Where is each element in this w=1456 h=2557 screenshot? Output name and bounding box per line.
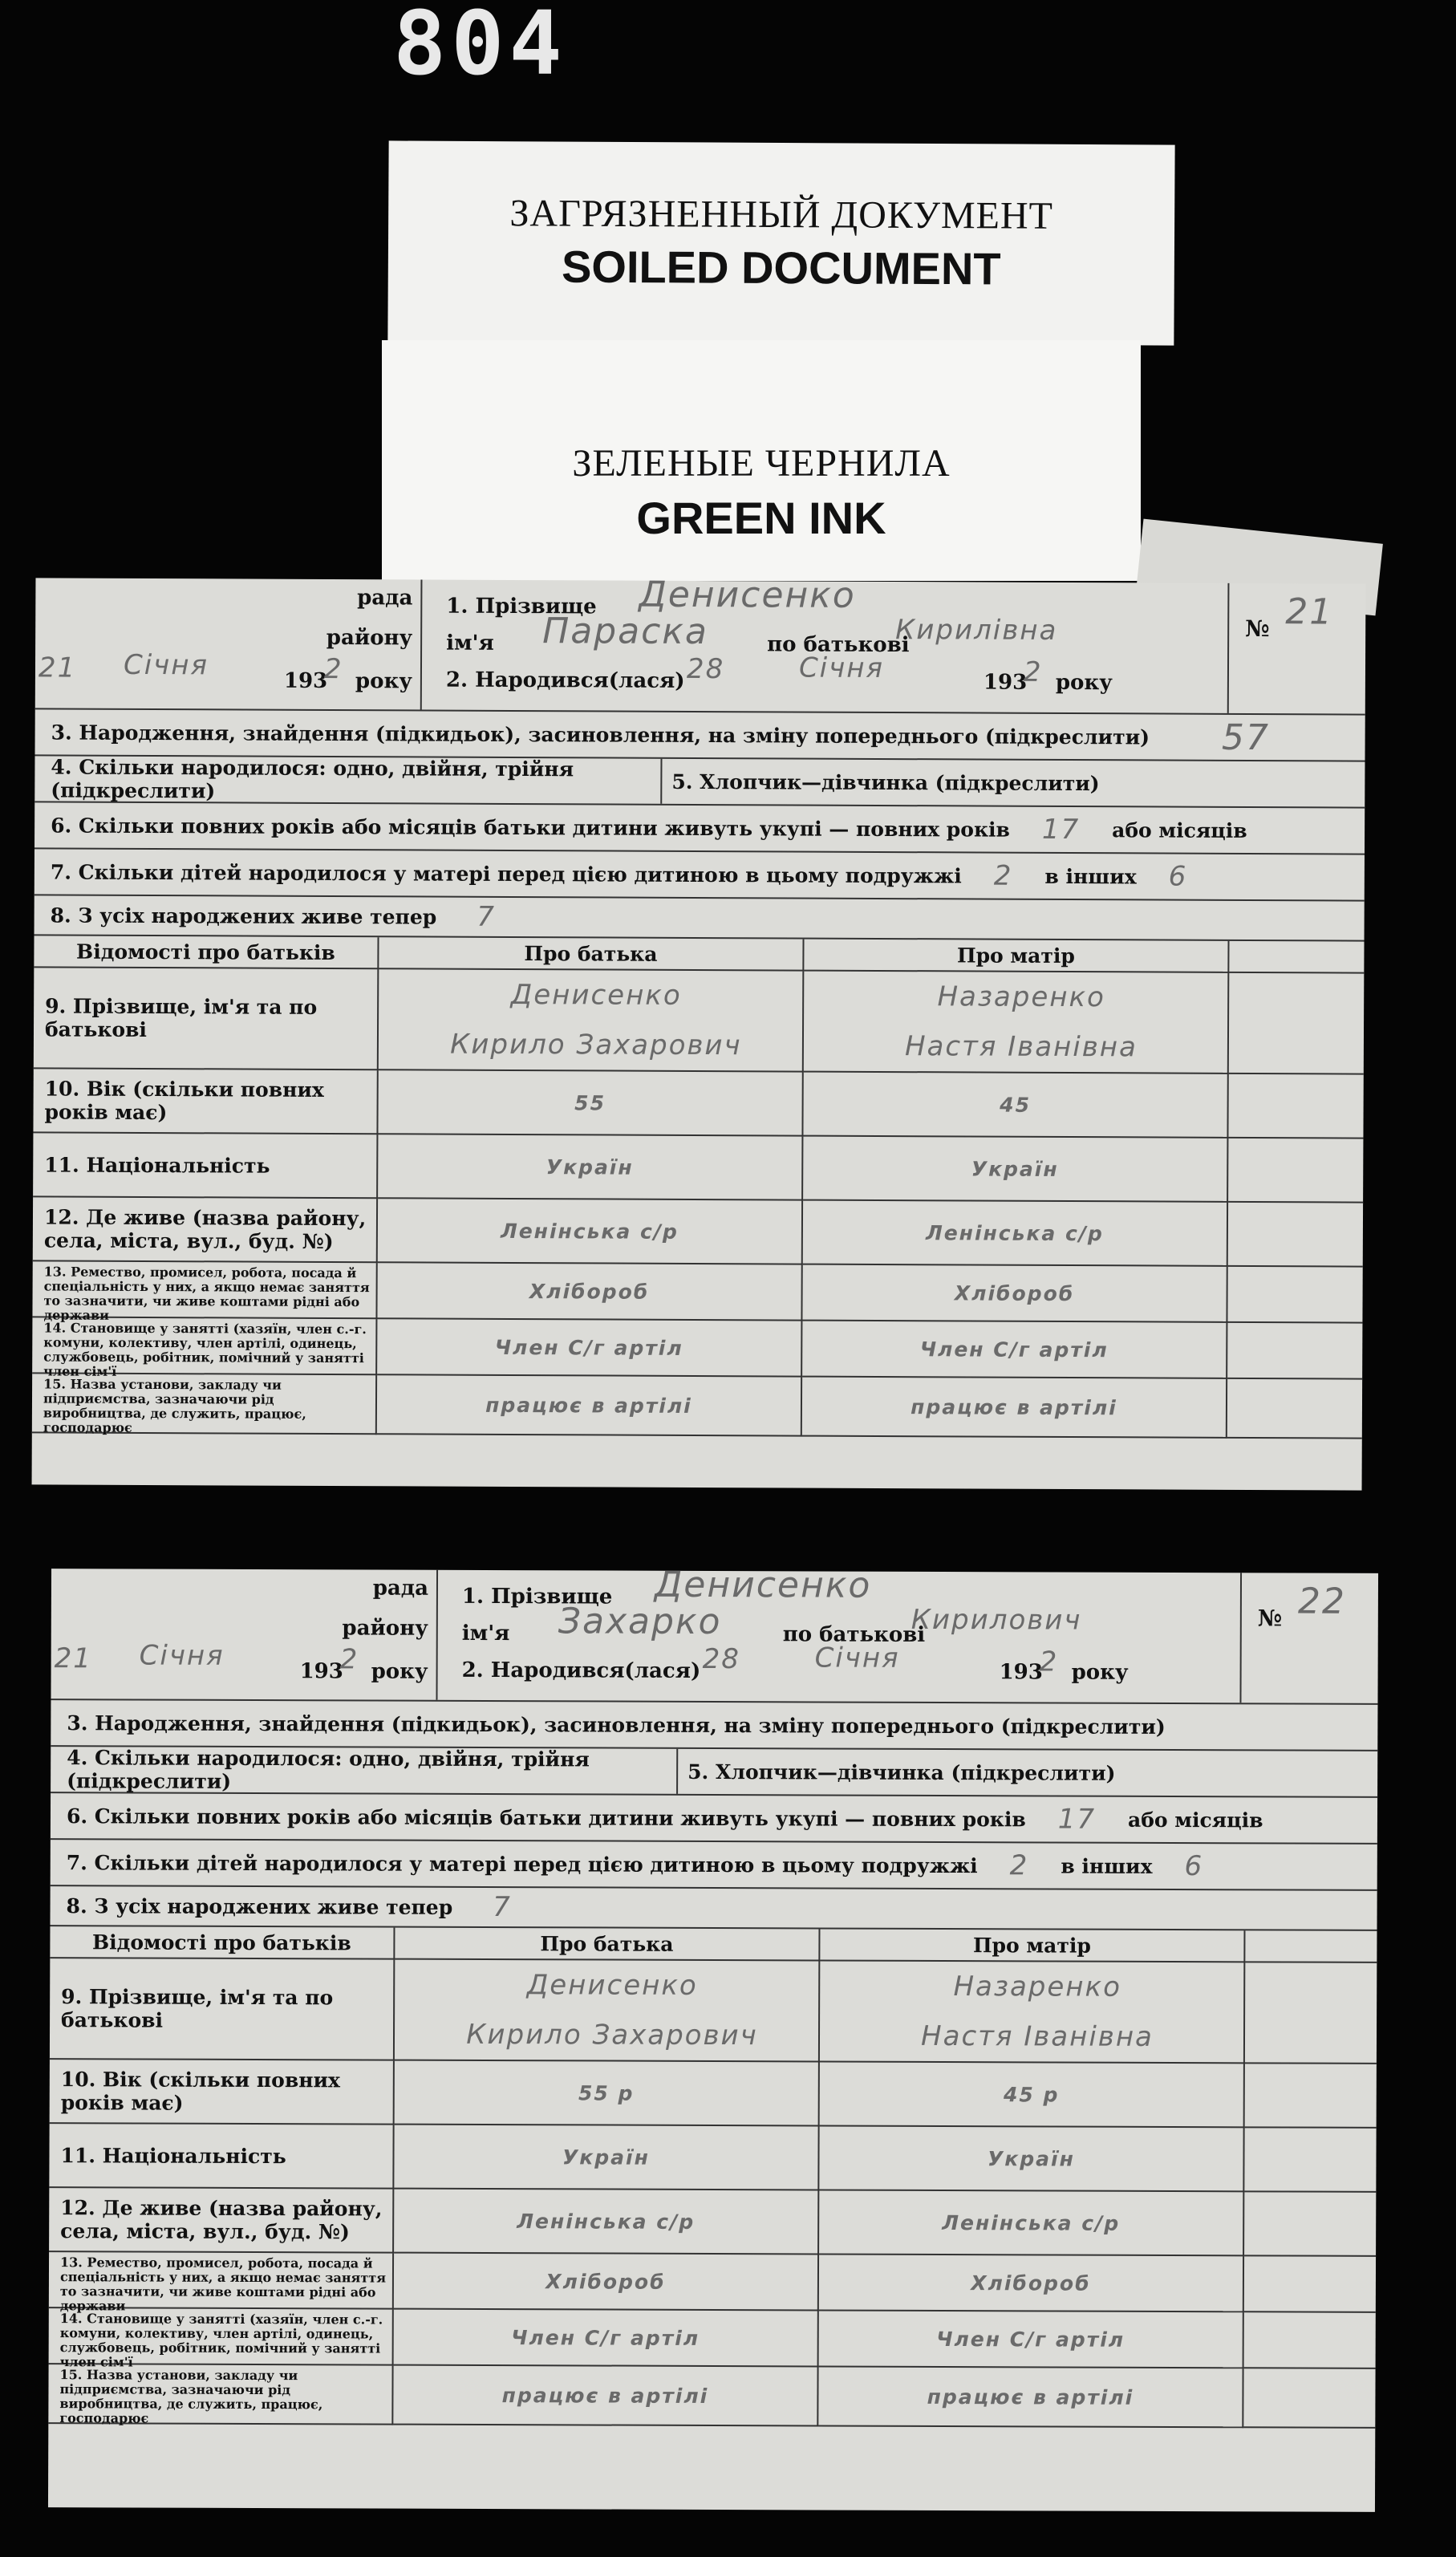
children-this-marriage: 2: [993, 859, 1013, 892]
father-age: 55 р: [395, 2061, 820, 2127]
q3-label: 3. Народження, знайдення (підкидьок), засиновлення, на зміну попереднього (підкреслити): [51, 720, 1150, 749]
q7-other-label: в інших: [1061, 1854, 1153, 1878]
father-surname: Денисенко: [526, 1969, 698, 2002]
birth-year: 2: [1023, 655, 1043, 688]
roku-label: року: [1055, 670, 1113, 696]
r12-label: 12. Де живе (назва району, села, міста, вул., буд. №): [49, 2188, 394, 2254]
r9-label: 9. Прізвище, ім'я та по батькові: [50, 1958, 395, 2061]
year-prefix: 193: [283, 668, 328, 693]
mother-occupation: Хлібороб: [802, 1265, 1227, 1323]
father-given-names: Кирило Захарович: [450, 1028, 742, 1062]
record-day: 21: [38, 651, 77, 684]
rada-label: рада: [357, 586, 413, 611]
mother-given-names: Настя Іванівна: [904, 1030, 1138, 1064]
record-number-box: [1227, 583, 1366, 714]
child-block: [437, 1564, 1240, 1703]
father-occupation: Хлібороб: [377, 1263, 802, 1321]
q7-row: [34, 849, 1365, 901]
blank-col: [1227, 1323, 1362, 1380]
child-patronymic: Кирилович: [911, 1603, 1082, 1637]
number-label: №: [1245, 615, 1270, 643]
children-other: 6: [1184, 1850, 1204, 1883]
child-surname: Денисенко: [654, 1564, 872, 1606]
child-name: Параска: [542, 611, 708, 653]
col-mother-header: Про матір: [804, 940, 1229, 973]
mother-workplace: працює в артілі: [818, 2367, 1243, 2428]
q6-months-label: або місяців: [1112, 818, 1247, 842]
father-surname: Денисенко: [510, 978, 682, 1012]
year-prefix: 193: [999, 1660, 1043, 1685]
blank-col: [1245, 1962, 1377, 2064]
r14-label: 14. Становище у занятті (хазяїн, член с.-г. комуни, колективу, член артілі, одинець, службовець, робітник, помічний у занятті член сім'ї: [32, 1317, 377, 1375]
blank-col: [1227, 1267, 1362, 1324]
mother-workplace: працює в артілі: [802, 1378, 1227, 1439]
children-other: 6: [1168, 860, 1188, 893]
mother-age: 45: [803, 1073, 1228, 1138]
birth-day: 28: [702, 1642, 740, 1676]
mother-given-names: Настя Іванівна: [921, 2019, 1154, 2053]
col-mother-header: Про матір: [820, 1929, 1245, 1962]
rayonu-label: району: [342, 1616, 428, 1641]
card-header: [35, 574, 1366, 715]
father-residence: Ленінська с/р: [378, 1199, 803, 1264]
r9-label: 9. Прізвище, ім'я та по батькові: [34, 968, 379, 1070]
parents-table: [32, 936, 1365, 1439]
r11-label: 11. Національність: [49, 2124, 394, 2190]
father-position: Член С/г артіл: [377, 1319, 802, 1377]
birth-record-card-1: [32, 574, 1366, 1490]
father-occupation: Хлібороб: [394, 2254, 819, 2311]
birth-year: 2: [1039, 1646, 1059, 1678]
patronymic-label: по батькові: [767, 632, 910, 658]
blank-col: [1244, 2192, 1376, 2257]
birth-record-card-2: [48, 1564, 1378, 2512]
name-label: ім'я: [446, 631, 494, 655]
year-prefix: 193: [299, 1659, 343, 1684]
father-position: Член С/г артіл: [394, 2310, 819, 2368]
father-workplace: працює в артілі: [377, 1375, 802, 1436]
name-label: ім'я: [461, 1621, 510, 1646]
mother-occupation: Хлібороб: [819, 2255, 1244, 2312]
birth-month: Січня: [814, 1642, 900, 1674]
soiled-document-notice: [387, 140, 1174, 345]
father-nationality: Україн: [378, 1134, 803, 1200]
notice-en: SOILED DOCUMENT: [561, 241, 1001, 294]
father-name-cell: [395, 1960, 820, 2063]
surname-label: 1. Прізвище: [446, 594, 597, 619]
q8-label: 8. З усіх народжених живе тепер: [66, 1893, 453, 1919]
mother-name-cell: [820, 1961, 1245, 2064]
roku-label: року: [371, 1659, 428, 1684]
mother-residence: Ленінська с/р: [803, 1201, 1228, 1267]
record-number: 21: [1285, 591, 1334, 633]
record-year: 2: [323, 652, 343, 686]
year-prefix: 193: [983, 670, 1028, 695]
r15-label: 15. Назва установи, закладу чи підприємства, зазначаючи рід виробництва, де служить, працює, господарює: [48, 2364, 393, 2425]
notice-ru: ЗЕЛЕНЫЕ ЧЕРНИЛА: [572, 442, 951, 485]
father-nationality: Україн: [394, 2125, 819, 2191]
mother-name-cell: [804, 972, 1230, 1074]
children-this-marriage: 2: [1009, 1849, 1029, 1882]
patronymic-label: по батькові: [782, 1622, 926, 1647]
child-patronymic: Кирилівна: [895, 614, 1058, 647]
record-number-box: [1239, 1573, 1378, 1703]
mother-position: Член С/г артіл: [802, 1321, 1227, 1379]
blank-col: [1229, 941, 1364, 974]
q7-label: 7. Скільки дітей народилося у матері перед цією дитиною в цьому подружжі: [66, 1850, 978, 1877]
q5-label: 5. Хлопчик—дівчинка (підкреслити): [687, 1759, 1116, 1785]
q3-row: [51, 1700, 1377, 1751]
father-residence: Ленінська с/р: [394, 2190, 819, 2255]
col-father-header: Про батька: [379, 937, 804, 971]
blank-col: [1245, 1930, 1377, 1963]
blank-col: [1243, 2368, 1375, 2429]
father-name-cell: [379, 969, 805, 1072]
r10-label: 10. Вік (скільки повних років має): [50, 2060, 395, 2125]
q6-label: 6. Скільки повних років або місяців батьки дитини живуть укупі — повних років: [66, 1804, 1026, 1831]
mother-surname: Назаренко: [953, 1971, 1121, 2003]
q7-label: 7. Скільки дітей народилося у матері перед цією дитиною в цьому подружжі: [50, 859, 962, 887]
father-given-names: Кирило Захарович: [466, 2018, 758, 2052]
col-info-header: Відомості про батьків: [34, 936, 379, 969]
r13-label: 13. Ремество, промисел, робота, посада й спеціальність у них, а якщо немає заняття то зазначити, чи живе коштами рідні або держави: [49, 2252, 394, 2310]
col-info-header: Відомості про батьків: [50, 1926, 395, 1960]
mother-surname: Назаренко: [937, 980, 1105, 1014]
record-month: Січня: [123, 648, 209, 682]
q8-label: 8. З усіх народжених живе тепер: [50, 903, 437, 929]
q6-months-label: або місяців: [1127, 1808, 1263, 1832]
child-block: [422, 574, 1228, 712]
blank-col: [1228, 1138, 1363, 1203]
parents-table: [48, 1926, 1377, 2429]
number-label: №: [1257, 1605, 1283, 1632]
blank-col: [1227, 1379, 1362, 1439]
q7-row: [51, 1840, 1377, 1891]
blank-col: [1244, 2256, 1376, 2313]
blank-col: [1244, 2312, 1376, 2369]
blank-col: [1244, 2128, 1376, 2193]
council-block: [35, 578, 423, 709]
green-ink-notice: [382, 340, 1141, 581]
council-block: [51, 1569, 438, 1700]
q7-other-label: в інших: [1044, 864, 1137, 888]
roku-label: року: [1071, 1660, 1129, 1685]
birth-month: Січня: [798, 651, 885, 685]
r13-label: 13. Ремество, промисел, робота, посада й спеціальність у них, а якщо немає заняття то зазначити, чи живе коштами рідні або держави: [32, 1261, 377, 1319]
microfilm-frame-number: 804: [393, 0, 567, 95]
roku-label: року: [355, 669, 412, 694]
mother-nationality: Україн: [803, 1137, 1228, 1203]
blank-col: [1228, 1074, 1363, 1139]
father-workplace: працює в артілі: [393, 2366, 818, 2427]
q5-label: 5. Хлопчик—дівчинка (підкреслити): [671, 769, 1100, 795]
alive-now: 7: [477, 900, 497, 933]
child-surname: Денисенко: [639, 574, 856, 616]
q4-label: 4. Скільки народилося: одно, двійня, трійня (підкреслити): [67, 1747, 678, 1794]
q6-row: [51, 1793, 1377, 1845]
blank-col: [1245, 2064, 1377, 2129]
years-together: 17: [1041, 813, 1081, 846]
mother-age: 45 р: [820, 2062, 1245, 2128]
record-year: 2: [339, 1643, 359, 1676]
surname-label: 1. Прізвище: [461, 1584, 613, 1609]
rada-label: рада: [372, 1576, 429, 1601]
father-age: 55: [378, 1070, 803, 1136]
q6-row: [34, 802, 1365, 854]
col-father-header: Про батька: [395, 1928, 820, 1962]
born-label: 2. Народився(лася): [461, 1658, 701, 1683]
born-label: 2. Народився(лася): [445, 668, 685, 693]
mother-nationality: Україн: [819, 2126, 1244, 2192]
q4-row: [51, 1747, 1377, 1798]
q4-label: 4. Скільки народилося: одно, двійня, трійня (підкреслити): [51, 756, 662, 803]
child-name: Захарко: [558, 1601, 722, 1643]
mother-residence: Ленінська с/р: [819, 2190, 1244, 2256]
r15-label: 15. Назва установи, закладу чи підприємства, зазначаючи рід виробництва, де служить, працює, господарює: [32, 1374, 377, 1435]
blank-col: [1229, 973, 1365, 1075]
q4-row: [34, 756, 1365, 808]
r12-label: 12. Де живе (назва району, села, міста, вул., буд. №): [33, 1197, 378, 1263]
card-header: [51, 1564, 1378, 1705]
q8-row: [50, 1886, 1377, 1931]
q8-row: [34, 895, 1365, 941]
notice-ru: ЗАГРЯЗНЕННЫЙ ДОКУМЕНТ: [509, 192, 1054, 237]
r10-label: 10. Вік (скільки повних років має): [33, 1069, 378, 1134]
q3-row: [35, 709, 1365, 761]
r14-label: 14. Становище у занятті (хазяїн, член с.-г. комуни, колективу, член артілі, одинець, службовець, робітник, помічний у занятті член сім'ї: [49, 2308, 394, 2366]
notice-en: GREEN INK: [636, 493, 886, 543]
r11-label: 11. Національність: [33, 1133, 378, 1199]
mother-position: Член С/г артіл: [819, 2311, 1244, 2368]
q3-label: 3. Народження, знайдення (підкидьок), засиновлення, на зміну попереднього (підкреслити): [67, 1711, 1166, 1739]
blank-col: [1228, 1203, 1363, 1268]
alive-now: 7: [493, 1891, 512, 1924]
q6-label: 6. Скільки повних років або місяців батьки дитини живуть укупі — повних років: [51, 813, 1010, 842]
rayonu-label: району: [326, 625, 413, 651]
side-note: 57: [1221, 716, 1271, 758]
record-day: 21: [54, 1642, 92, 1675]
record-number: 22: [1297, 1581, 1347, 1622]
record-month: Січня: [139, 1639, 225, 1672]
years-together: 17: [1057, 1803, 1097, 1836]
birth-day: 28: [686, 652, 725, 686]
